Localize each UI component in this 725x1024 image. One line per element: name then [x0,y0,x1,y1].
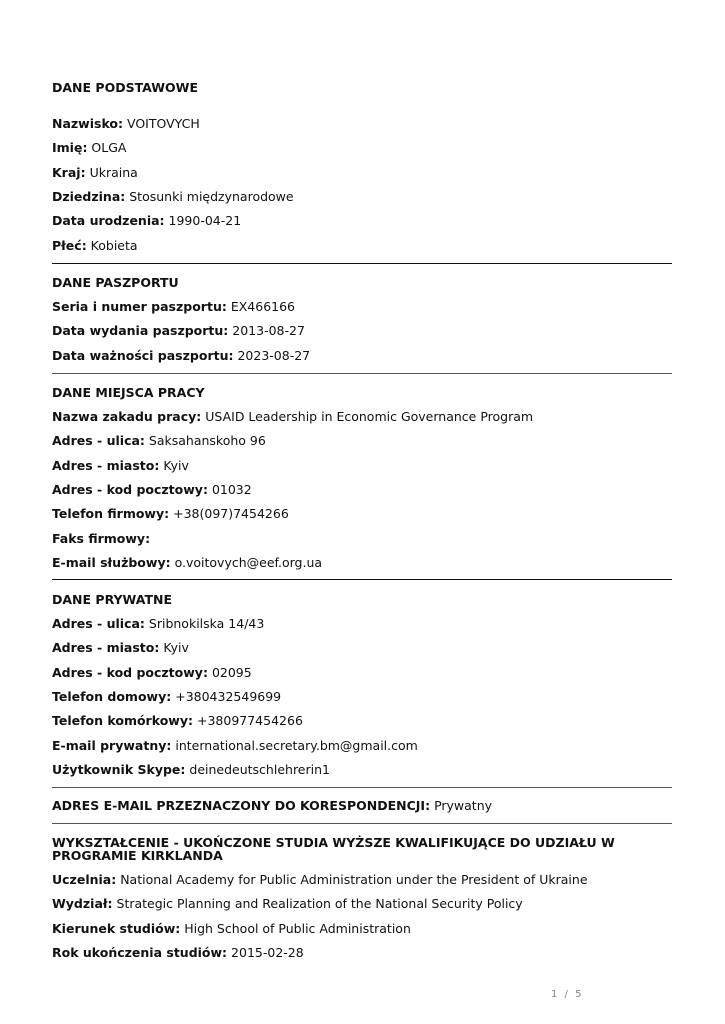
field-label: Adres - miasto: [52,458,160,473]
field-graduation-date [52,945,304,960]
field-label: Nazwa zakadu pracy: [52,409,202,424]
field-private-city [52,640,189,655]
field-mobile-phone [52,713,303,728]
field-label: Telefon komórkowy: [52,713,193,728]
field-value: Strategic Planning and Realization of the National Security Policy [116,896,523,911]
field-label: Rok ukończenia studiów: [52,945,228,960]
field-label: Uczelnia: [52,872,117,887]
field-private-email [52,738,418,753]
field-label: Kraj: [52,165,86,180]
field-label: Telefon firmowy: [52,506,170,521]
field-label: Adres - ulica: [52,433,145,448]
field-value: Stosunki międzynarodowe [129,189,294,204]
field-label: E-mail służbowy: [52,555,171,570]
field-value: international.secretary.bm@gmail.com [175,738,418,753]
field-value: Prywatny [434,798,493,813]
field-label: Adres - kod pocztowy: [52,665,208,680]
field-value: o.voitovych@eef.org.ua [174,555,323,570]
field-label: E-mail prywatny: [52,738,172,753]
field-value: 02095 [211,665,252,680]
field-field-of-study [52,921,411,936]
field-value: Sribnokilska 14/43 [148,616,265,631]
field-label: Dziedzina: [52,189,126,204]
field-sex [52,238,138,253]
field-employer [52,409,533,424]
field-value: VOITOVYCH [127,116,200,131]
field-label: ADRES E-MAIL PRZEZNACZONY DO KORESPONDENCJI: [52,798,431,813]
field-label: Telefon domowy: [52,689,172,704]
field-private-street [52,616,264,631]
field-home-phone [52,689,281,704]
field-label: Data urodzenia: [52,213,165,228]
field-faculty [52,896,523,911]
section-divider [52,579,672,580]
field-work-postcode [52,482,252,497]
field-passport-number [52,299,295,314]
page-number: 1 / 5 [551,989,584,1000]
field-discipline [52,189,294,204]
section-heading-work: DANE MIEJSCA PRACY [52,385,205,400]
field-value: deinedeutschlehrerin1 [189,762,330,777]
field-value: 1990-04-21 [168,213,242,228]
field-value: OLGA [91,140,127,155]
field-label: Nazwisko: [52,116,124,131]
field-value: 2015-02-28 [231,945,304,960]
field-passport-expiry-date [52,348,310,363]
field-label: Kierunek studiów: [52,921,181,936]
field-label: Imię: [52,140,88,155]
section-heading-education: WYKSZTAŁCENIE - UKOŃCZONE STUDIA WYŻSZE KWALIFIKUJĄCE DO UDZIAŁU W PROGRAMIE KIRKLANDA [52,835,615,863]
field-label: Data wydania paszportu: [52,323,229,338]
field-work-email [52,555,322,570]
field-value: Ukraina [89,165,138,180]
field-label: Faks firmowy: [52,531,151,546]
field-passport-issue-date [52,323,305,338]
field-correspondence-email [52,798,492,813]
field-surname [52,116,200,131]
field-value: +380977454266 [196,713,303,728]
field-value: Kyiv [163,458,189,473]
section-heading-basic: DANE PODSTAWOWE [52,80,198,95]
field-value: 2023-08-27 [237,348,311,363]
field-private-postcode [52,665,252,680]
field-value: 2013-08-27 [232,323,305,338]
field-university [52,872,588,887]
section-heading-passport: DANE PASZPORTU [52,275,179,290]
section-divider [52,787,672,788]
field-value: 01032 [211,482,252,497]
field-label: Adres - ulica: [52,616,145,631]
field-label: Użytkownik Skype: [52,762,186,777]
field-label: Adres - kod pocztowy: [52,482,208,497]
field-label: Data ważności paszportu: [52,348,234,363]
field-value: +380432549699 [175,689,282,704]
field-value: High School of Public Administration [184,921,411,936]
field-label: Płeć: [52,238,87,253]
field-birth-date [52,213,241,228]
section-heading-private: DANE PRYWATNE [52,592,173,607]
section-divider [52,823,672,824]
field-value: Saksahanskoho 96 [148,433,266,448]
field-label: Seria i numer paszportu: [52,299,227,314]
field-value: National Academy for Public Administration under the President of Ukraine [120,872,588,887]
field-first-name [52,140,126,155]
field-skype [52,762,330,777]
field-label: Wydział: [52,896,113,911]
field-work-city [52,458,189,473]
section-divider [52,263,672,264]
field-work-fax [52,531,150,546]
field-country [52,165,138,180]
field-value: USAID Leadership in Economic Governance Program [205,409,534,424]
field-work-street [52,433,266,448]
field-value: EX466166 [230,299,296,314]
field-value: Kyiv [163,640,189,655]
field-label: Adres - miasto: [52,640,160,655]
section-divider [52,373,672,374]
field-work-phone [52,506,289,521]
field-value: Kobieta [90,238,138,253]
field-value: +38(097)7454266 [173,506,289,521]
